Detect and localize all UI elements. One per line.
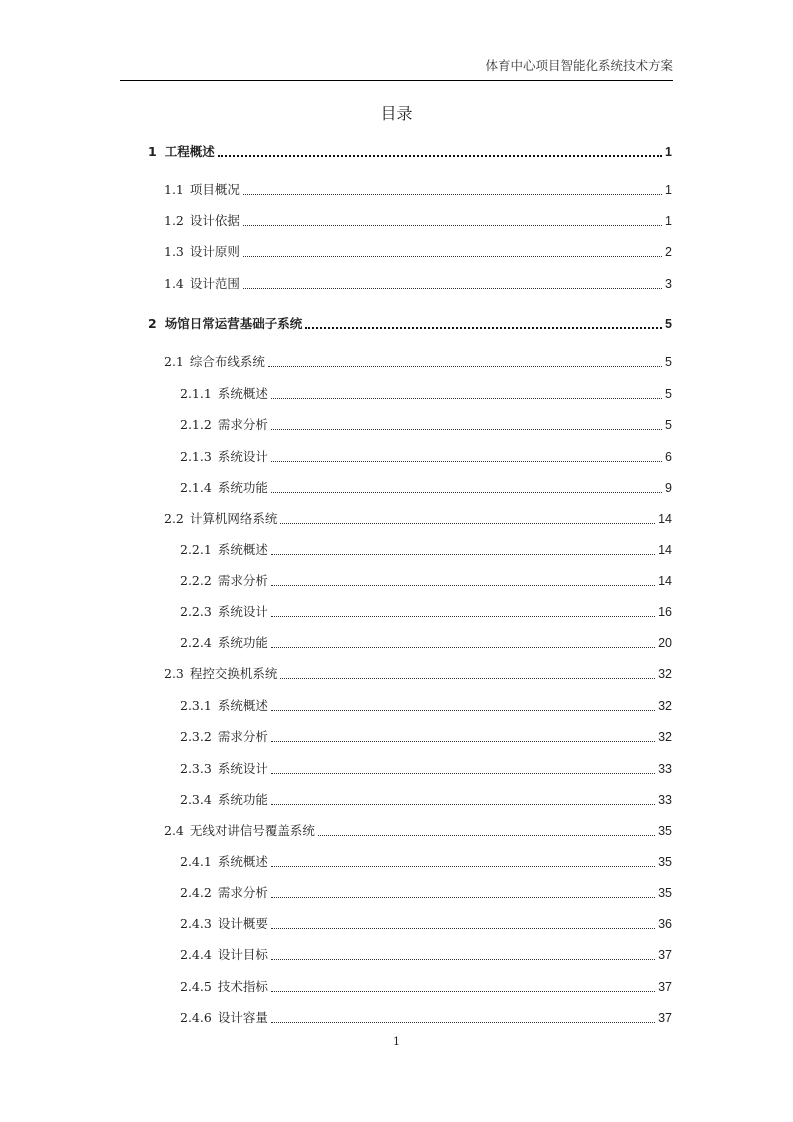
toc-dot-leader — [243, 225, 662, 226]
toc-dot-leader — [243, 194, 662, 195]
toc-entry-title: 设计范围 — [189, 276, 240, 291]
toc-entry-level-3[interactable] — [180, 728, 672, 746]
toc-entry-level-2[interactable] — [164, 243, 672, 261]
toc-entry-title: 设计原则 — [189, 244, 240, 259]
toc-entry-title: 系统概述 — [217, 854, 268, 869]
toc-dot-leader — [271, 492, 662, 493]
toc-entry-level-3[interactable] — [180, 884, 672, 902]
toc-dot-leader — [271, 897, 655, 898]
toc-dot-leader — [271, 866, 655, 867]
toc-entry-title: 设计依据 — [189, 213, 240, 228]
toc-entry-number: 2.4.3 — [180, 916, 212, 931]
toc-dot-leader — [271, 959, 655, 960]
toc-entry-number: 2.1.3 — [180, 449, 212, 464]
toc-entry-title: 项目概况 — [189, 182, 240, 197]
toc-entry-number: 2.4 — [164, 823, 184, 838]
toc-dot-leader — [268, 366, 662, 367]
toc-dot-leader — [271, 773, 655, 774]
toc-entry-level-3[interactable] — [180, 791, 672, 809]
toc-entry-title: 工程概述 — [164, 144, 215, 159]
toc-entry-page: 16 — [658, 605, 672, 619]
toc-entry-page: 37 — [658, 948, 672, 962]
toc-entry-page: 36 — [658, 917, 672, 931]
toc-entry-level-3[interactable] — [180, 697, 672, 715]
toc-entry-number: 2.2.4 — [180, 635, 212, 650]
toc-dot-leader — [271, 741, 655, 742]
toc-entry-title: 系统设计 — [217, 761, 268, 776]
toc-entry-title: 系统概述 — [217, 386, 268, 401]
toc-dot-leader — [305, 327, 662, 329]
running-header: 体育中心项目智能化系统技术方案 — [485, 58, 673, 73]
toc-entry-number: 2.3.3 — [180, 761, 212, 776]
toc-dot-leader — [280, 523, 655, 524]
toc-entry-page: 1 — [665, 214, 672, 228]
toc-entry-number: 1.3 — [164, 244, 184, 259]
toc-entry-level-2[interactable] — [164, 510, 672, 528]
toc-entry-page: 5 — [665, 387, 672, 401]
toc-dot-leader — [271, 804, 655, 805]
toc-entry-level-3[interactable] — [180, 760, 672, 778]
toc-entry-level-3[interactable] — [180, 416, 672, 434]
toc-entry-level-3[interactable] — [180, 978, 672, 996]
toc-entry-number: 2.2.1 — [180, 542, 212, 557]
toc-entry-number: 2.4.4 — [180, 947, 212, 962]
toc-entry-page: 37 — [658, 1011, 672, 1025]
toc-entry-title: 无线对讲信号覆盖系统 — [189, 823, 315, 838]
toc-entry-level-2[interactable] — [164, 822, 672, 840]
toc-entry-level-1[interactable] — [148, 143, 672, 161]
toc-dot-leader — [271, 554, 655, 555]
toc-entry-page: 32 — [658, 730, 672, 744]
toc-entry-page: 6 — [665, 450, 672, 464]
toc-dot-leader — [271, 1022, 655, 1023]
toc-entry-number: 2.1.2 — [180, 417, 212, 432]
toc-entry-number: 2.4.5 — [180, 979, 212, 994]
toc-entry-number: 2.4.2 — [180, 885, 212, 900]
toc-entry-number: 1 — [148, 144, 157, 159]
toc-entry-level-3[interactable] — [180, 946, 672, 964]
toc-entry-page: 5 — [665, 317, 672, 331]
toc-entry-page: 5 — [665, 355, 672, 369]
toc-entry-title: 系统概述 — [217, 698, 268, 713]
toc-entry-number: 2.4.6 — [180, 1010, 212, 1025]
toc-entry-page: 32 — [658, 699, 672, 713]
toc-entry-level-3[interactable] — [180, 634, 672, 652]
toc-entry-title: 计算机网络系统 — [189, 511, 278, 526]
toc-dot-leader — [318, 835, 655, 836]
toc-entry-level-3[interactable] — [180, 853, 672, 871]
toc-entry-number: 2.2 — [164, 511, 184, 526]
toc-entry-number: 2.2.2 — [180, 573, 212, 588]
toc-entry-number: 2 — [148, 316, 157, 331]
toc-entry-number: 2.2.3 — [180, 604, 212, 619]
toc-entry-page: 14 — [658, 512, 672, 526]
toc-entry-title: 需求分析 — [217, 729, 268, 744]
toc-entry-level-3[interactable] — [180, 448, 672, 466]
toc-entry-title: 系统功能 — [217, 635, 268, 650]
toc-entry-page: 33 — [658, 762, 672, 776]
toc-entry-title: 系统功能 — [217, 792, 268, 807]
toc-entry-title: 程控交换机系统 — [189, 666, 278, 681]
toc-entry-page: 32 — [658, 667, 672, 681]
page-number: 1 — [393, 1035, 400, 1048]
toc-entry-number: 1.4 — [164, 276, 184, 291]
toc-entry-level-3[interactable] — [180, 385, 672, 403]
toc-dot-leader — [271, 647, 655, 648]
toc-dot-leader — [243, 256, 662, 257]
toc-entry-page: 1 — [665, 183, 672, 197]
toc-entry-page: 2 — [665, 245, 672, 259]
toc-entry-page: 9 — [665, 481, 672, 495]
toc-entry-level-2[interactable] — [164, 275, 672, 293]
toc-entry-number: 2.1 — [164, 354, 184, 369]
toc-entry-level-2[interactable] — [164, 181, 672, 199]
toc-dot-leader — [280, 678, 655, 679]
toc-entry-title: 设计目标 — [217, 947, 268, 962]
toc-entry-number: 1.1 — [164, 182, 184, 197]
toc-entry-page: 14 — [658, 574, 672, 588]
toc-dot-leader — [218, 155, 662, 157]
toc-entry-level-2[interactable] — [164, 353, 672, 371]
toc-entry-page: 14 — [658, 543, 672, 557]
toc-entry-page: 1 — [665, 145, 672, 159]
toc-entry-number: 2.3.2 — [180, 729, 212, 744]
toc-entry-page: 35 — [658, 855, 672, 869]
toc-dot-leader — [271, 585, 655, 586]
toc-entry-level-3[interactable] — [180, 479, 672, 497]
toc-entry-level-1[interactable] — [148, 315, 672, 333]
toc-entry-title: 系统功能 — [217, 480, 268, 495]
toc-entry-title: 系统概述 — [217, 542, 268, 557]
toc-entry-level-3[interactable] — [180, 572, 672, 590]
toc-entry-page: 33 — [658, 793, 672, 807]
toc-entry-page: 37 — [658, 980, 672, 994]
toc-entry-title: 场馆日常运营基础子系统 — [164, 316, 303, 331]
toc-entry-page: 35 — [658, 824, 672, 838]
toc-entry-number: 2.1.4 — [180, 480, 212, 495]
toc-dot-leader — [271, 461, 662, 462]
toc-title: 目录 — [380, 104, 413, 123]
toc-entry-level-3[interactable] — [180, 915, 672, 933]
toc-entry-page: 20 — [658, 636, 672, 650]
toc-entry-level-3[interactable] — [180, 541, 672, 559]
toc-entry-title: 设计容量 — [217, 1010, 268, 1025]
toc-entry-title: 需求分析 — [217, 885, 268, 900]
toc-dot-leader — [271, 928, 655, 929]
toc-dot-leader — [271, 991, 655, 992]
toc-dot-leader — [243, 288, 662, 289]
toc-entry-number: 2.1.1 — [180, 386, 212, 401]
toc-entry-title: 综合布线系统 — [189, 354, 265, 369]
toc-entry-title: 需求分析 — [217, 417, 268, 432]
toc-entry-number: 1.2 — [164, 213, 184, 228]
toc-entry-number: 2.3.1 — [180, 698, 212, 713]
toc-entry-title: 系统设计 — [217, 449, 268, 464]
toc-entry-title: 设计概要 — [217, 916, 268, 931]
toc-entry-level-3[interactable] — [180, 1009, 672, 1027]
toc-entry-page: 5 — [665, 418, 672, 432]
toc-dot-leader — [271, 398, 662, 399]
toc-entry-title: 需求分析 — [217, 573, 268, 588]
toc-entry-title: 系统设计 — [217, 604, 268, 619]
toc-entry-number: 2.3 — [164, 666, 184, 681]
toc-entry-level-2[interactable] — [164, 212, 672, 230]
toc-dot-leader — [271, 429, 662, 430]
toc-entry-number: 2.3.4 — [180, 792, 212, 807]
toc-dot-leader — [271, 616, 655, 617]
toc-entry-page: 35 — [658, 886, 672, 900]
toc-entry-page: 3 — [665, 277, 672, 291]
toc-entry-title: 技术指标 — [217, 979, 268, 994]
toc-entry-level-2[interactable] — [164, 665, 672, 683]
toc-entry-level-3[interactable] — [180, 603, 672, 621]
toc-entry-number: 2.4.1 — [180, 854, 212, 869]
toc-dot-leader — [271, 710, 655, 711]
